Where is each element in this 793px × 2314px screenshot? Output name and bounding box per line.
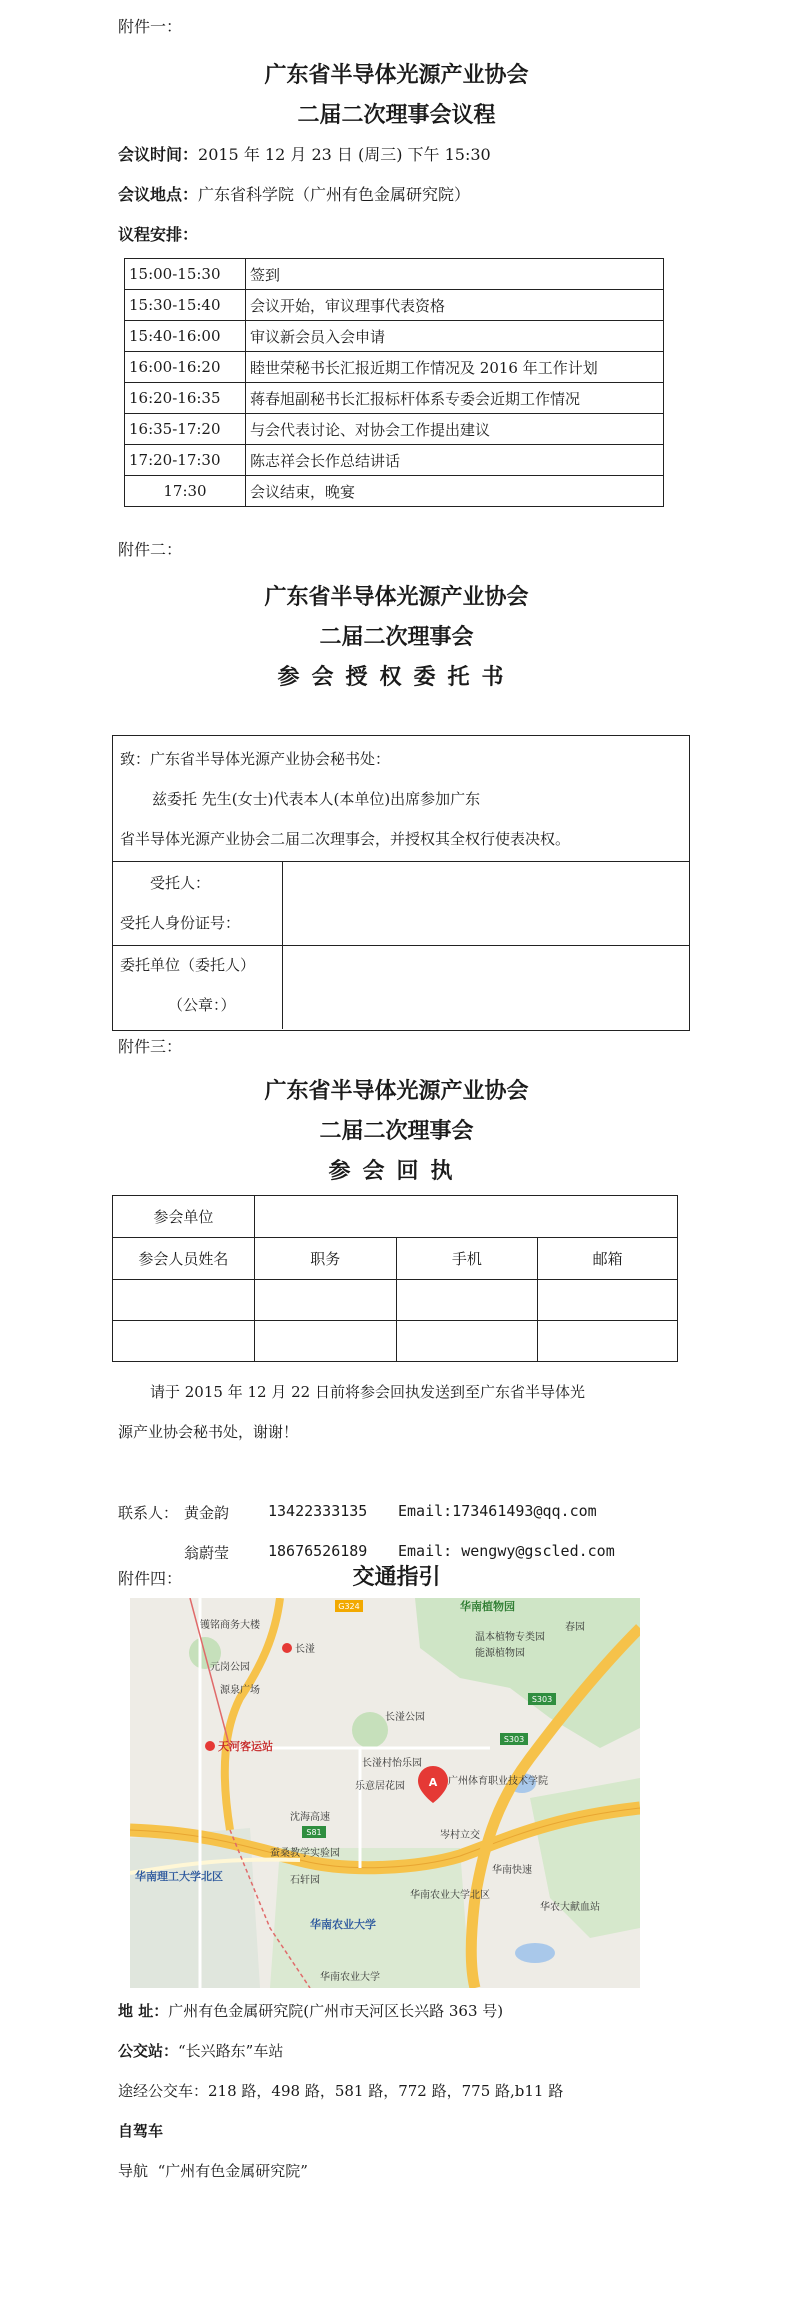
receipt-cell[interactable]	[396, 1321, 538, 1362]
receipt-header-cell: 职务	[254, 1238, 396, 1280]
map-label-cencun: 岑村立交	[440, 1830, 480, 1841]
meeting-place-value: 广东省科学院（广州有色金属研究院）	[198, 185, 471, 204]
meeting-time-value: 2015 年 12 月 23 日 (周三) 下午 15:30	[198, 145, 491, 164]
meeting-place	[118, 182, 470, 205]
agenda-row	[125, 259, 664, 290]
park-area	[352, 1712, 388, 1748]
annex2-subtitle: 二届二次理事会	[319, 625, 474, 650]
authorization-body-1: 兹委托 先生(女士)代表本人(本单位)出席参加广东	[152, 790, 481, 808]
map-label-chunyuan: 春园	[565, 1622, 585, 1633]
agenda-item: 审议新会员入会申请	[246, 321, 664, 352]
map-label-yiyuan: 长湴村怡乐园	[362, 1758, 422, 1769]
contact-1-phone: 13422333135	[268, 1502, 368, 1520]
receipt-cell[interactable]	[396, 1280, 538, 1321]
map-label-changban-park: 长湴公园	[385, 1712, 425, 1723]
metro-icon-changban	[282, 1643, 292, 1653]
agenda-item: 陈志祥会长作总结讲话	[246, 445, 664, 476]
agenda-table	[124, 258, 664, 507]
authorization-body-2: 省半导体光源产业协会二届二次理事会，并授权其全权行使表决权。	[120, 830, 571, 848]
receipt-cell[interactable]	[254, 1321, 396, 1362]
receipt-note-1: 请于 2015 年 12 月 22 日前将参会回执发送到至广东省半导体光	[150, 1383, 585, 1401]
address-value: 广州有色金属研究院(广州市天河区长兴路 363 号)	[168, 2002, 504, 2020]
metro-icon-tianhe	[205, 1741, 215, 1751]
receipt-cell[interactable]	[538, 1321, 678, 1362]
map-label-silk-lab: 蚕桑教学实验园	[270, 1848, 340, 1859]
annex2-label: 附件二：	[118, 540, 183, 559]
agenda-item: 会议开始，审议理事代表资格	[246, 290, 664, 321]
agenda-time: 16:20-16:35	[125, 383, 246, 414]
receipt-note-2: 源产业协会秘书处，谢谢！	[118, 1423, 299, 1441]
form-divider-3	[282, 861, 283, 1029]
agenda-row	[125, 445, 664, 476]
contact-1-name: 黄金韵	[184, 1504, 230, 1522]
traffic-map[interactable]	[130, 1598, 640, 1988]
form-divider-1	[112, 861, 689, 862]
map-label-business: 镬铭商务大楼	[200, 1620, 260, 1631]
map-label-plant-garden: 温本植物专类园	[475, 1632, 545, 1643]
annex1-title: 广东省半导体光源产业协会	[264, 63, 529, 88]
annex4-label: 附件四：	[118, 1569, 183, 1588]
form-divider-2	[112, 945, 689, 946]
bus-stop-label: 公交站：	[118, 2042, 179, 2060]
agenda-row	[125, 414, 664, 445]
map-label-tianhe-station: 天河客运站	[218, 1740, 273, 1753]
trustee-id-label: 受托人身份证号：	[120, 914, 241, 932]
meeting-time	[118, 142, 491, 165]
bus-lines-value: 218 路，498 路，581 路，772 路，775 路,b11 路	[208, 2082, 564, 2100]
contact-1-email[interactable]: Email:173461493@qq.com	[398, 1502, 597, 1520]
receipt-cell[interactable]	[113, 1280, 255, 1321]
bus-lines-line	[118, 2080, 563, 2101]
map-label-scau-north: 华南农业大学北区	[410, 1890, 490, 1901]
address-line	[118, 2000, 503, 2021]
seal-label: （公章：）	[168, 996, 236, 1014]
agenda-time: 17:20-17:30	[125, 445, 246, 476]
receipt-header-cell: 手机	[396, 1238, 538, 1280]
agenda-label: 议程安排：	[118, 225, 199, 244]
navigation-value: “广州有色金属研究院”	[157, 2162, 308, 2180]
bus-stop-value: “长兴路东”车站	[178, 2042, 284, 2060]
bus-lines-label: 途经公交车：	[118, 2082, 209, 2100]
contact-2-name: 翁蔚莹	[184, 1544, 230, 1562]
agenda-item: 蒋春旭副秘书长汇报标杆体系专委会近期工作情况	[246, 383, 664, 414]
annex3-title: 广东省半导体光源产业协会	[264, 1079, 529, 1104]
agenda-row	[125, 321, 664, 352]
map-label-scau-bottom: 华南农业大学	[320, 1972, 380, 1983]
annex2-form-title: 参会授权委托书	[277, 665, 516, 690]
map-label-shixuan: 石轩园	[290, 1875, 320, 1886]
agenda-time: 15:40-16:00	[125, 321, 246, 352]
agenda-row	[125, 476, 664, 507]
agenda-time: 15:00-15:30	[125, 259, 246, 290]
annex3-subtitle: 二届二次理事会	[319, 1119, 474, 1144]
unit-value-cell[interactable]	[254, 1196, 677, 1238]
map-label-changban: 长湴	[295, 1644, 315, 1655]
map-label-energy-plants: 能源植物园	[475, 1648, 525, 1659]
receipt-header-row	[113, 1238, 678, 1280]
map-label-yuangang: 元岗公园	[210, 1662, 250, 1673]
trustee-label: 受托人：	[150, 874, 211, 892]
agenda-row	[125, 352, 664, 383]
road-shield-s303-text: S303	[531, 1695, 553, 1704]
receipt-header-cell: 参会人员姓名	[113, 1238, 255, 1280]
map-label-leyiju: 乐意居花园	[355, 1781, 405, 1792]
agenda-item: 签到	[246, 259, 664, 290]
map-label-botanical: 华南植物园	[460, 1600, 515, 1613]
annex3-form-title: 参会回执	[328, 1159, 465, 1184]
agenda-item: 会议结束，晚宴	[246, 476, 664, 507]
driving-label: 自驾车	[118, 2122, 164, 2140]
receipt-table	[112, 1195, 678, 1362]
agenda-item: 睦世荣秘书长汇报近期工作情况及 2016 年工作计划	[246, 352, 664, 383]
annex3-label: 附件三：	[118, 1037, 183, 1056]
contact-2-phone: 18676526189	[268, 1542, 368, 1560]
receipt-header-cell: 邮箱	[538, 1238, 678, 1280]
receipt-cell[interactable]	[113, 1321, 255, 1362]
map-label-yuanquan: 源泉广场	[220, 1685, 260, 1696]
agenda-row	[125, 383, 664, 414]
lake	[515, 1943, 555, 1963]
map-label-blood-station: 华农大献血站	[540, 1902, 600, 1913]
unit-label-cell: 参会单位	[113, 1196, 255, 1238]
address-label: 地 址：	[118, 2002, 169, 2020]
bus-stop-line	[118, 2040, 283, 2061]
receipt-cell[interactable]	[538, 1280, 678, 1321]
contact-2-email[interactable]: Email: wengwy@gscled.com	[398, 1542, 615, 1560]
agenda-time: 16:35-17:20	[125, 414, 246, 445]
map-svg	[130, 1598, 640, 1988]
principal-label: 委托单位（委托人）	[120, 956, 256, 974]
map-label-shenhai: 沈海高速	[290, 1812, 330, 1823]
destination-pin-label: A	[428, 1776, 438, 1789]
agenda-item: 与会代表讨论、对协会工作提出建议	[246, 414, 664, 445]
agenda-time: 15:30-15:40	[125, 290, 246, 321]
road-shield-s303-b-text: S303	[503, 1735, 525, 1744]
map-label-sports-college: 广州体育职业技术学院	[448, 1776, 548, 1787]
navigation-label: 导航	[118, 2162, 149, 2180]
annex2-title: 广东省半导体光源产业协会	[264, 585, 529, 610]
road-shield-g324-text: G324	[338, 1602, 360, 1611]
annex1-subtitle: 二届二次理事会议程	[297, 103, 496, 128]
traffic-title: 交通指引	[352, 1565, 441, 1590]
road-shield-s81-text: S81	[306, 1828, 322, 1837]
meeting-place-label: 会议地点：	[118, 185, 199, 204]
agenda-row	[125, 290, 664, 321]
authorization-to: 致：广东省半导体光源产业协会秘书处：	[120, 750, 391, 768]
receipt-cell[interactable]	[254, 1280, 396, 1321]
map-label-scut-north: 华南理工大学北区	[135, 1870, 223, 1883]
annex1-label: 附件一：	[118, 17, 183, 36]
contact-label: 联系人：	[118, 1504, 179, 1522]
meeting-time-label: 会议时间：	[118, 145, 199, 164]
map-label-scau: 华南农业大学	[310, 1918, 376, 1931]
university-north-area	[130, 1828, 260, 1988]
navigation-line	[118, 2160, 308, 2181]
agenda-time: 17:30	[125, 476, 246, 507]
agenda-time: 16:00-16:20	[125, 352, 246, 383]
map-label-huanan-expressway: 华南快速	[492, 1865, 532, 1876]
